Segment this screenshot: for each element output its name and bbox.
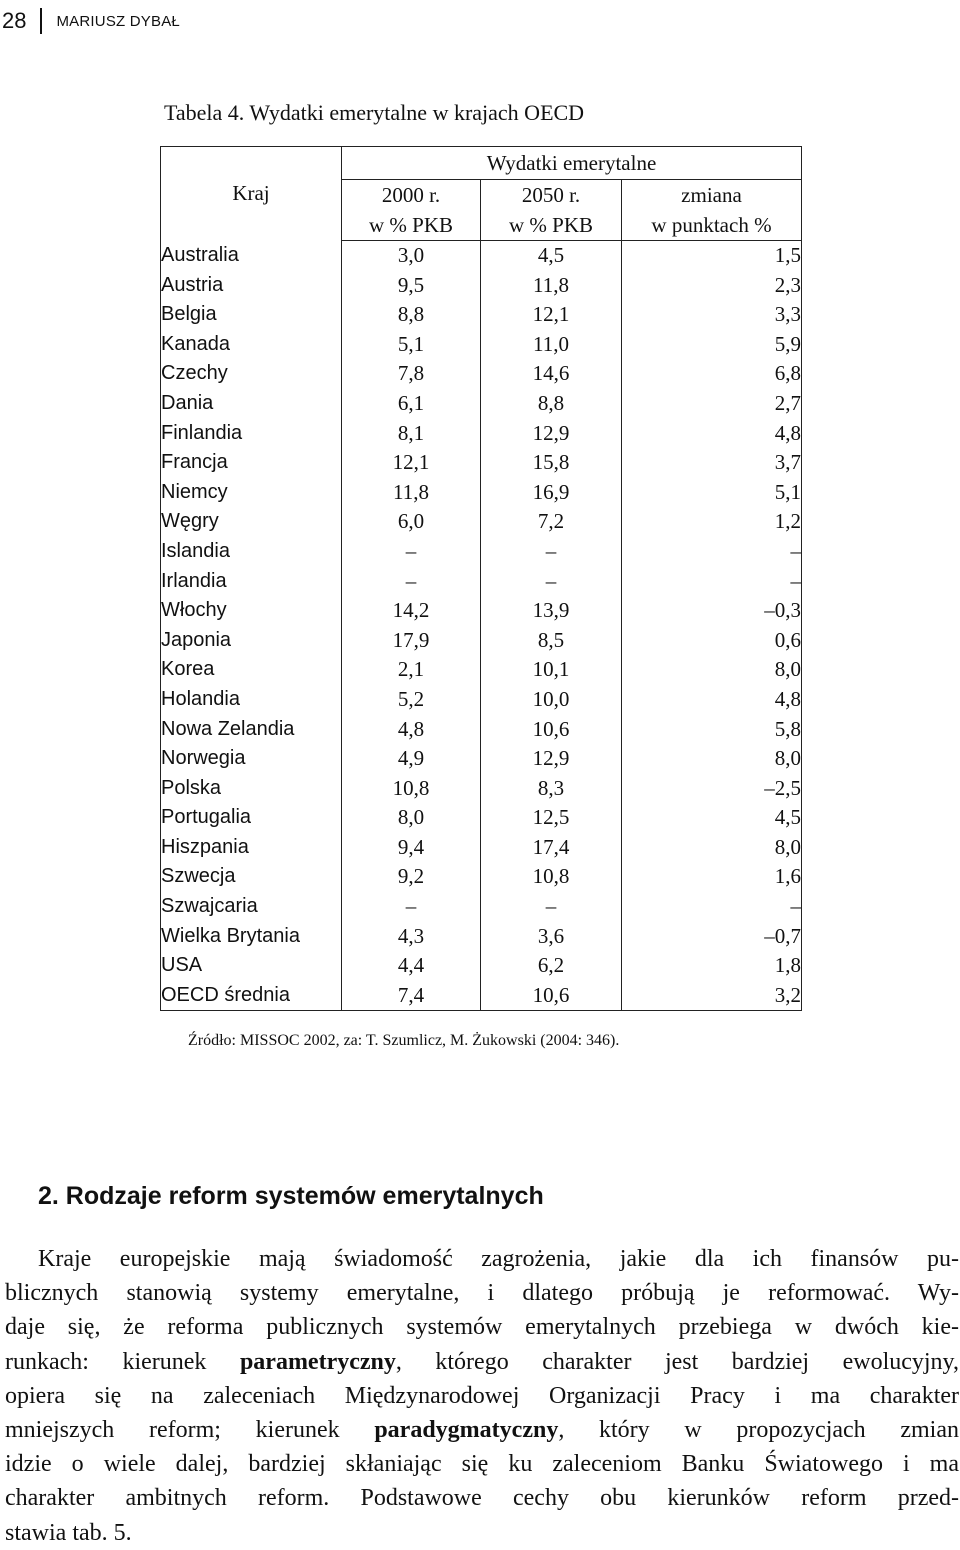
value-2000-cell: 7,8 [342,359,481,389]
body-text-run: , którego charakter jest bardziej ewolucyjny, [395,1348,959,1375]
value-2000-cell: – [342,567,481,597]
value-change-cell: 2,7 [622,389,802,419]
value-2000-cell: 4,8 [342,715,481,745]
value-2000-cell: 12,1 [342,448,481,478]
value-change-cell: – [622,567,802,597]
body-line: Kraje europejskie mają świadomość zagrożenia, jakie dla ich finansów pu- [38,1246,959,1272]
table-row [161,507,802,537]
value-change-cell: 8,0 [622,744,802,774]
value-2000-cell: – [342,537,481,567]
value-2000-cell: 8,1 [342,419,481,449]
value-2050-cell: 6,2 [481,951,622,981]
value-change-cell: 8,0 [622,833,802,863]
value-2050-cell: – [481,892,622,922]
pension-expenditure-table [160,146,802,1011]
table-row [161,567,802,597]
country-cell: Korea [161,658,215,681]
value-change-cell: 5,9 [622,330,802,360]
term-parametryczny: parametryczny [239,1348,396,1375]
body-line [5,1413,959,1447]
value-2050-cell: 12,1 [481,300,622,330]
value-2000-cell: 5,2 [342,685,481,715]
country-cell: OECD średnia [161,983,290,1006]
table-row [161,892,802,922]
value-2000-cell: 2,1 [342,655,481,685]
country-cell: Australia [161,243,239,266]
body-text-run: mniejszych reform; kierunek [5,1417,375,1444]
value-2050-cell: 10,6 [481,715,622,745]
value-2050-cell: 8,8 [481,389,622,419]
value-change-cell: –0,7 [622,922,802,952]
value-2000-cell: 11,8 [342,478,481,508]
value-change-cell: 2,3 [622,271,802,301]
value-2050-cell: 7,2 [481,507,622,537]
value-2050-cell: 10,0 [481,685,622,715]
table-row [161,626,802,656]
value-2000-cell: 4,3 [342,922,481,952]
table-row [161,981,802,1011]
value-2050-cell: 14,6 [481,359,622,389]
body-text-run: runkach: kierunek [5,1348,240,1375]
value-2050-cell: 12,9 [481,419,622,449]
country-cell: Polska [161,776,222,799]
body-line: stawia tab. 5. [5,1519,132,1546]
page-number: 28 [2,8,27,33]
value-2050-cell: 16,9 [481,478,622,508]
country-cell: Finlandia [161,421,243,444]
value-2050-cell: 8,3 [481,774,622,804]
table-row [161,774,802,804]
country-cell: Niemcy [161,480,228,503]
table-row [161,951,802,981]
country-cell: Szwecja [161,865,236,888]
table-row [161,300,802,330]
value-change-cell: 5,8 [622,715,802,745]
value-2050-cell: 3,6 [481,922,622,952]
value-2050-cell: 12,5 [481,803,622,833]
value-2000-cell: 8,0 [342,803,481,833]
value-change-cell: – [622,892,802,922]
value-2050-cell: 15,8 [481,448,622,478]
value-change-cell: 0,6 [622,626,802,656]
table-row [161,241,802,271]
country-cell: Portugalia [161,806,252,829]
header-change-line2: w punktach % [622,210,802,241]
value-change-cell: 4,8 [622,419,802,449]
table-row [161,803,802,833]
value-2050-cell: 10,1 [481,655,622,685]
value-2000-cell: – [342,892,481,922]
country-cell: Japonia [161,628,232,651]
table-row [161,922,802,952]
body-paragraph [5,1242,959,1550]
value-2050-cell: 4,5 [481,241,622,271]
table-body [161,241,802,1011]
value-2000-cell: 8,8 [342,300,481,330]
value-change-cell: 3,7 [622,448,802,478]
value-change-cell: 3,3 [622,300,802,330]
value-change-cell: 1,2 [622,507,802,537]
table-row [161,478,802,508]
country-cell: Szwajcaria [161,895,258,918]
value-2000-cell: 5,1 [342,330,481,360]
body-line: idzie o wiele dalej, bardziej skłaniając się ku zaleceniom Banku Światowego i ma [5,1451,959,1478]
country-cell: USA [161,954,203,977]
body-line: charakter ambitnych reform. Podstawowe cechy obu kierunków reform przed- [5,1485,959,1512]
value-change-cell: 1,5 [622,241,802,271]
term-paradygmatyczny: paradygmatyczny [374,1417,559,1444]
table-row [161,389,802,419]
country-cell: Nowa Zelandia [161,717,295,740]
value-2000-cell: 17,9 [342,626,481,656]
table-caption: Tabela 4. Wydatki emerytalne w krajach OECD [164,100,585,125]
table-row [161,862,802,892]
value-change-cell: – [622,537,802,567]
body-text-run: , który w propozycjach zmian [558,1417,960,1444]
body-line: blicznych stanowią systemy emerytalne, i dlatego próbują je reformować. Wy- [5,1280,959,1307]
country-cell: Włochy [161,599,227,622]
country-cell: Holandia [161,687,240,710]
value-change-cell: 3,2 [622,981,802,1011]
value-change-cell: 8,0 [622,655,802,685]
table-row [161,537,802,567]
table-row [161,655,802,685]
value-2050-cell: 11,8 [481,271,622,301]
value-2050-cell: 10,6 [481,981,622,1011]
running-head [2,4,180,38]
country-cell: Wielka Brytania [161,924,300,947]
country-cell: Hiszpania [161,835,249,858]
body-line: opiera się na zaleceniach Międzynarodowej Organizacji Pracy i ma charakter [5,1382,959,1409]
header-kraj: Kraj [232,181,270,206]
table-row [161,744,802,774]
value-2050-cell: – [481,537,622,567]
value-change-cell: –0,3 [622,596,802,626]
header-2050-line2: w % PKB [481,210,622,241]
value-2000-cell: 9,2 [342,862,481,892]
country-cell: Islandia [161,539,230,562]
country-cell: Dania [161,391,214,414]
value-change-cell: 4,5 [622,803,802,833]
section-heading: 2. Rodzaje reform systemów emerytalnych [38,1182,544,1210]
header-2000-line1: 2000 r. [342,180,481,211]
country-cell: Irlandia [161,569,227,592]
value-2000-cell: 4,4 [342,951,481,981]
table-row [161,685,802,715]
value-change-cell: 4,8 [622,685,802,715]
value-2000-cell: 9,4 [342,833,481,863]
table-source: Źródło: MISSOC 2002, za: T. Szumlicz, M. Żukowski (2004: 346). [188,1032,620,1049]
table-row [161,596,802,626]
value-2050-cell: 12,9 [481,744,622,774]
value-2050-cell: 11,0 [481,330,622,360]
header-change-line1: zmiana [622,180,802,211]
value-2000-cell: 3,0 [342,241,481,271]
country-cell: Austria [161,273,224,296]
body-line: daje się, że reforma publicznych systemów emerytalnych przebiega w dwóch kie- [5,1314,959,1341]
value-2000-cell: 9,5 [342,271,481,301]
value-2050-cell: 10,8 [481,862,622,892]
value-change-cell: 5,1 [622,478,802,508]
table-row [161,330,802,360]
value-2000-cell: 7,4 [342,981,481,1011]
country-cell: Belgia [161,303,217,326]
country-cell: Francja [161,451,228,474]
value-2000-cell: 14,2 [342,596,481,626]
value-2000-cell: 6,1 [342,389,481,419]
country-cell: Węgry [161,510,219,533]
value-2000-cell: 6,0 [342,507,481,537]
table-row [161,359,802,389]
header-2000-line2: w % PKB [342,210,481,241]
value-change-cell: 1,6 [622,862,802,892]
header-2050-line1: 2050 r. [481,180,622,211]
table-row [161,271,802,301]
value-2050-cell: 13,9 [481,596,622,626]
value-2050-cell: 17,4 [481,833,622,863]
header-group: Wydatki emerytalne [342,147,802,180]
value-change-cell: 1,8 [622,951,802,981]
country-cell: Norwegia [161,747,246,770]
value-2000-cell: 4,9 [342,744,481,774]
table-row [161,419,802,449]
value-2050-cell: – [481,567,622,597]
country-cell: Kanada [161,332,230,355]
body-line [5,1345,959,1379]
table-row [161,833,802,863]
header-divider [40,8,42,34]
value-2050-cell: 8,5 [481,626,622,656]
value-change-cell: 6,8 [622,359,802,389]
value-2000-cell: 10,8 [342,774,481,804]
author-name: MARIUSZ DYBAŁ [56,12,180,30]
country-cell: Czechy [161,362,228,385]
value-change-cell: –2,5 [622,774,802,804]
table-row [161,448,802,478]
table-row [161,715,802,745]
